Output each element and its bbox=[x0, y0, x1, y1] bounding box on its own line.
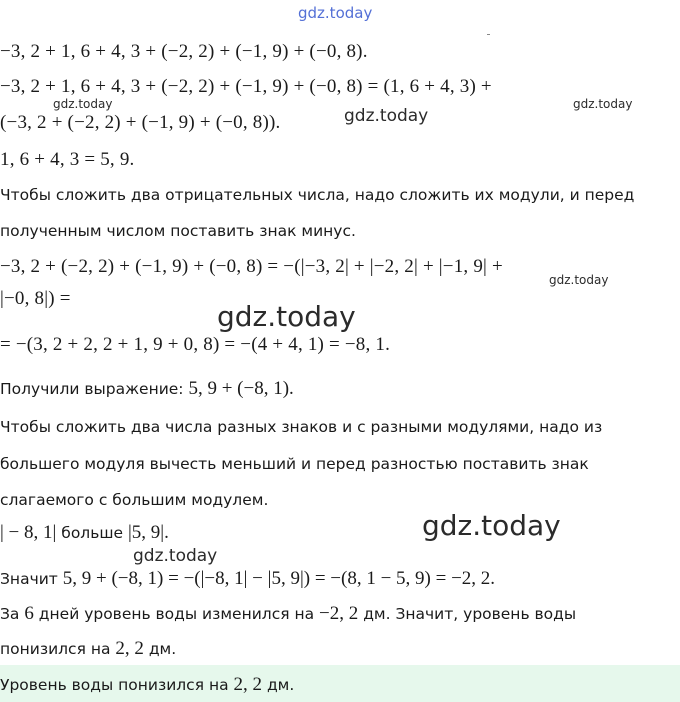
math-segment: 2, 2 bbox=[115, 638, 144, 659]
equation-line-7: −3, 2 + (−2, 2) + (−1, 9) + (−0, 8) = −(|−3, 2| + |−2, 2| + |−1, 9| + bbox=[0, 256, 503, 277]
text-line-14 bbox=[0, 522, 169, 544]
text-segment: дней уровень воды изменился на bbox=[33, 605, 320, 623]
text-segment: Значит bbox=[0, 570, 63, 588]
equation-line-9: = −(3, 2 + 2, 2 + 1, 9 + 0, 8) = −(4 + 4, 1) = −8, 1. bbox=[0, 334, 391, 355]
math-segment: 5, 9 + (−8, 1) = −(|−8, 1| − |5, 9|) = −(8, 1 − 5, 9) = −2, 2. bbox=[62, 568, 496, 589]
text-line-12: большего модуля вычесть меньший и перед разностью поставить знак bbox=[0, 455, 589, 473]
watermark: gdz.today bbox=[422, 509, 561, 542]
watermark: gdz.today bbox=[217, 300, 356, 333]
watermark: gdz.today bbox=[549, 273, 609, 287]
answer-box bbox=[0, 665, 680, 702]
watermark: gdz.today bbox=[573, 97, 633, 111]
text-line-10 bbox=[0, 378, 294, 400]
equation-line-3: (−3, 2 + (−2, 2) + (−1, 9) + (−0, 8)). bbox=[0, 112, 281, 133]
text-segment: больше bbox=[56, 524, 128, 542]
stray-mark bbox=[487, 34, 490, 35]
text-line-6: полученным числом поставить знак минус. bbox=[0, 222, 356, 240]
text-line-16 bbox=[0, 603, 576, 625]
equation-line-1: −3, 2 + 1, 6 + 4, 3 + (−2, 2) + (−1, 9) + (−0, 8). bbox=[0, 41, 368, 62]
text-line-11: Чтобы сложить два числа разных знаков и с разными модулями, надо из bbox=[0, 418, 603, 436]
text-line-17 bbox=[0, 638, 176, 660]
text-segment: дм. bbox=[262, 676, 295, 694]
math-segment: 2, 2 bbox=[233, 674, 263, 695]
watermark: gdz.today bbox=[53, 97, 113, 111]
text-segment: дм. bbox=[143, 640, 177, 658]
watermark-top: gdz.today bbox=[298, 4, 373, 22]
watermark: gdz.today bbox=[344, 106, 429, 126]
watermark: gdz.today bbox=[133, 546, 218, 566]
answer-text bbox=[0, 674, 294, 696]
math-segment: −2, 2 bbox=[319, 603, 359, 624]
math-segment: |5, 9|. bbox=[128, 522, 169, 543]
math-segment: | − 8, 1| bbox=[0, 522, 57, 543]
equation-line-4: 1, 6 + 4, 3 = 5, 9. bbox=[0, 149, 135, 170]
text-line-15 bbox=[0, 568, 495, 590]
text-segment: понизился на bbox=[0, 640, 116, 658]
equation-line-2: −3, 2 + 1, 6 + 4, 3 + (−2, 2) + (−1, 9) + (−0, 8) = (1, 6 + 4, 3) + bbox=[0, 76, 492, 97]
text-segment: Получили выражение: bbox=[0, 380, 189, 398]
text-segment: Уровень воды понизился на bbox=[0, 676, 234, 694]
text-segment: За bbox=[0, 605, 25, 623]
equation-line-8: |−0, 8|) = bbox=[0, 288, 71, 309]
text-line-13: слагаемого с большим модулем. bbox=[0, 491, 269, 509]
text-segment: дм. Значит, уровень воды bbox=[358, 605, 577, 623]
text-line-5: Чтобы сложить два отрицательных числа, надо сложить их модули, и перед bbox=[0, 186, 635, 204]
math-segment: 6 bbox=[24, 603, 34, 624]
math-segment: 5, 9 + (−8, 1). bbox=[188, 378, 294, 399]
